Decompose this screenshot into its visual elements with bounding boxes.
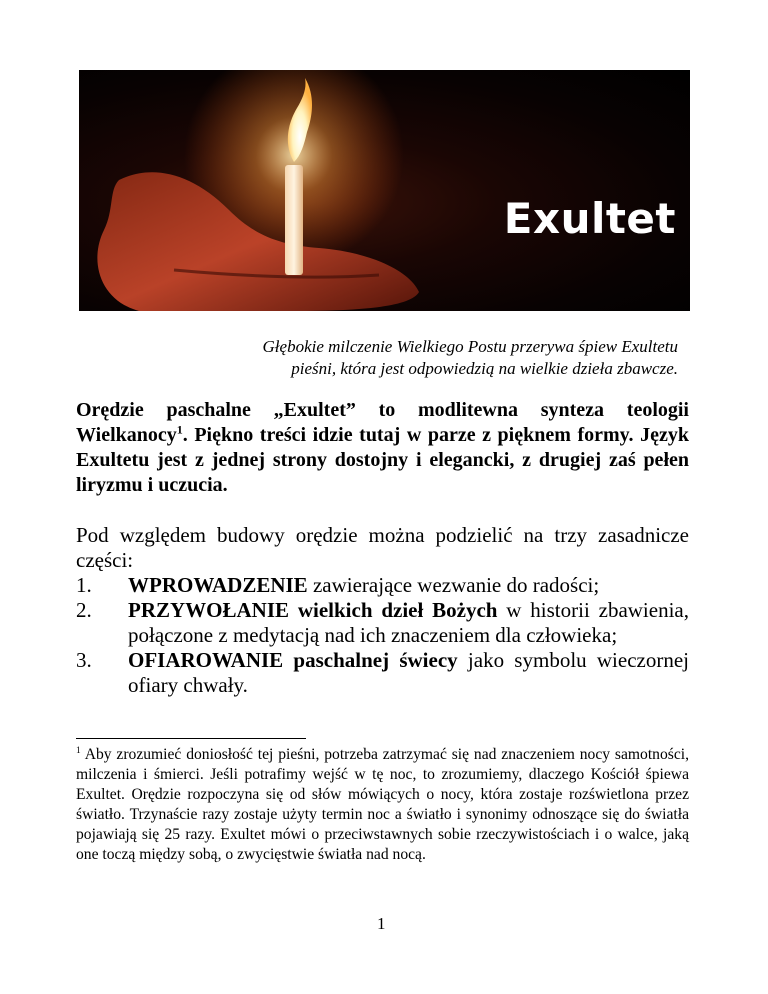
list-item-text: jako symbolu wieczornej ofiary chwały. <box>128 648 690 697</box>
list-item <box>76 648 689 698</box>
banner-title: Exultet <box>503 194 676 243</box>
lead-paragraph <box>76 398 689 498</box>
list-item-number: 3. <box>76 648 92 672</box>
list-item-bold: PRZYWOŁANIE wielkich dzieł Bożych <box>128 598 498 622</box>
structure-list <box>76 573 689 698</box>
list-item-number: 2. <box>76 598 92 622</box>
footnote-marker: 1 <box>76 745 81 756</box>
list-item-number: 1. <box>76 573 92 597</box>
lead-text-before: Orędzie paschalne „Exultet” to modlitewna synteza teologii Wielkanocy <box>76 399 689 446</box>
header-banner <box>79 70 690 311</box>
footnote-separator <box>76 738 306 739</box>
lead-text-after: . Piękno treści idzie tutaj w parze z pięknem formy. Język Exultetu jest z jednej strony dostojny i elegancki, z drugiej zaś pełen liryzmu i uczucia. <box>76 424 689 496</box>
page-number: 1 <box>377 914 386 933</box>
candle-icon <box>285 165 303 275</box>
footnote-reference[interactable]: 1 <box>176 422 183 437</box>
list-item <box>76 573 689 598</box>
candle-illustration <box>79 70 690 311</box>
structure-section <box>76 523 689 698</box>
caption <box>98 336 678 380</box>
structure-intro: Pod względem budowy orędzie można podzielić na trzy zasadnicze części: <box>76 523 689 572</box>
list-item-bold: OFIAROWANIE paschalnej świecy <box>128 648 458 672</box>
list-item-text: w historii zbawienia, połączone z medytacją nad ich znaczeniem dla człowieka; <box>128 598 689 647</box>
footnote-text: Aby zrozumieć doniosłość tej pieśni, potrzeba zatrzymać się nad znaczeniem nocy samotności, milczenia i śmierci. Jeśli potrafimy wejść w tę noc, to zrozumiemy, dlaczego Kościół śpiewa Exultet. Orędzie rozpoczyna się od słów mówiących o nocy, która zostaje rozświetlona przez światło. Trzynaście razy zostaje użyty termin noc a światło i synonimy odnoszące się do światła pojawiają się 25 razy. Exultet mówi o przeciwstawnych sobie rzeczywistościach i o walce, jaką one toczą między sobą, o zwycięstwie światła nad nocą. <box>76 746 689 863</box>
caption-line-1: Głębokie milczenie Wielkiego Postu przerywa śpiew Exultetu <box>262 337 678 356</box>
footnote <box>76 745 689 865</box>
list-item-text: zawierające wezwanie do radości; <box>307 573 600 597</box>
caption-line-2: pieśni, która jest odpowiedzią na wielkie dzieła zbawcze. <box>291 359 678 378</box>
list-item-bold: WPROWADZENIE <box>128 573 308 597</box>
list-item <box>76 598 689 648</box>
